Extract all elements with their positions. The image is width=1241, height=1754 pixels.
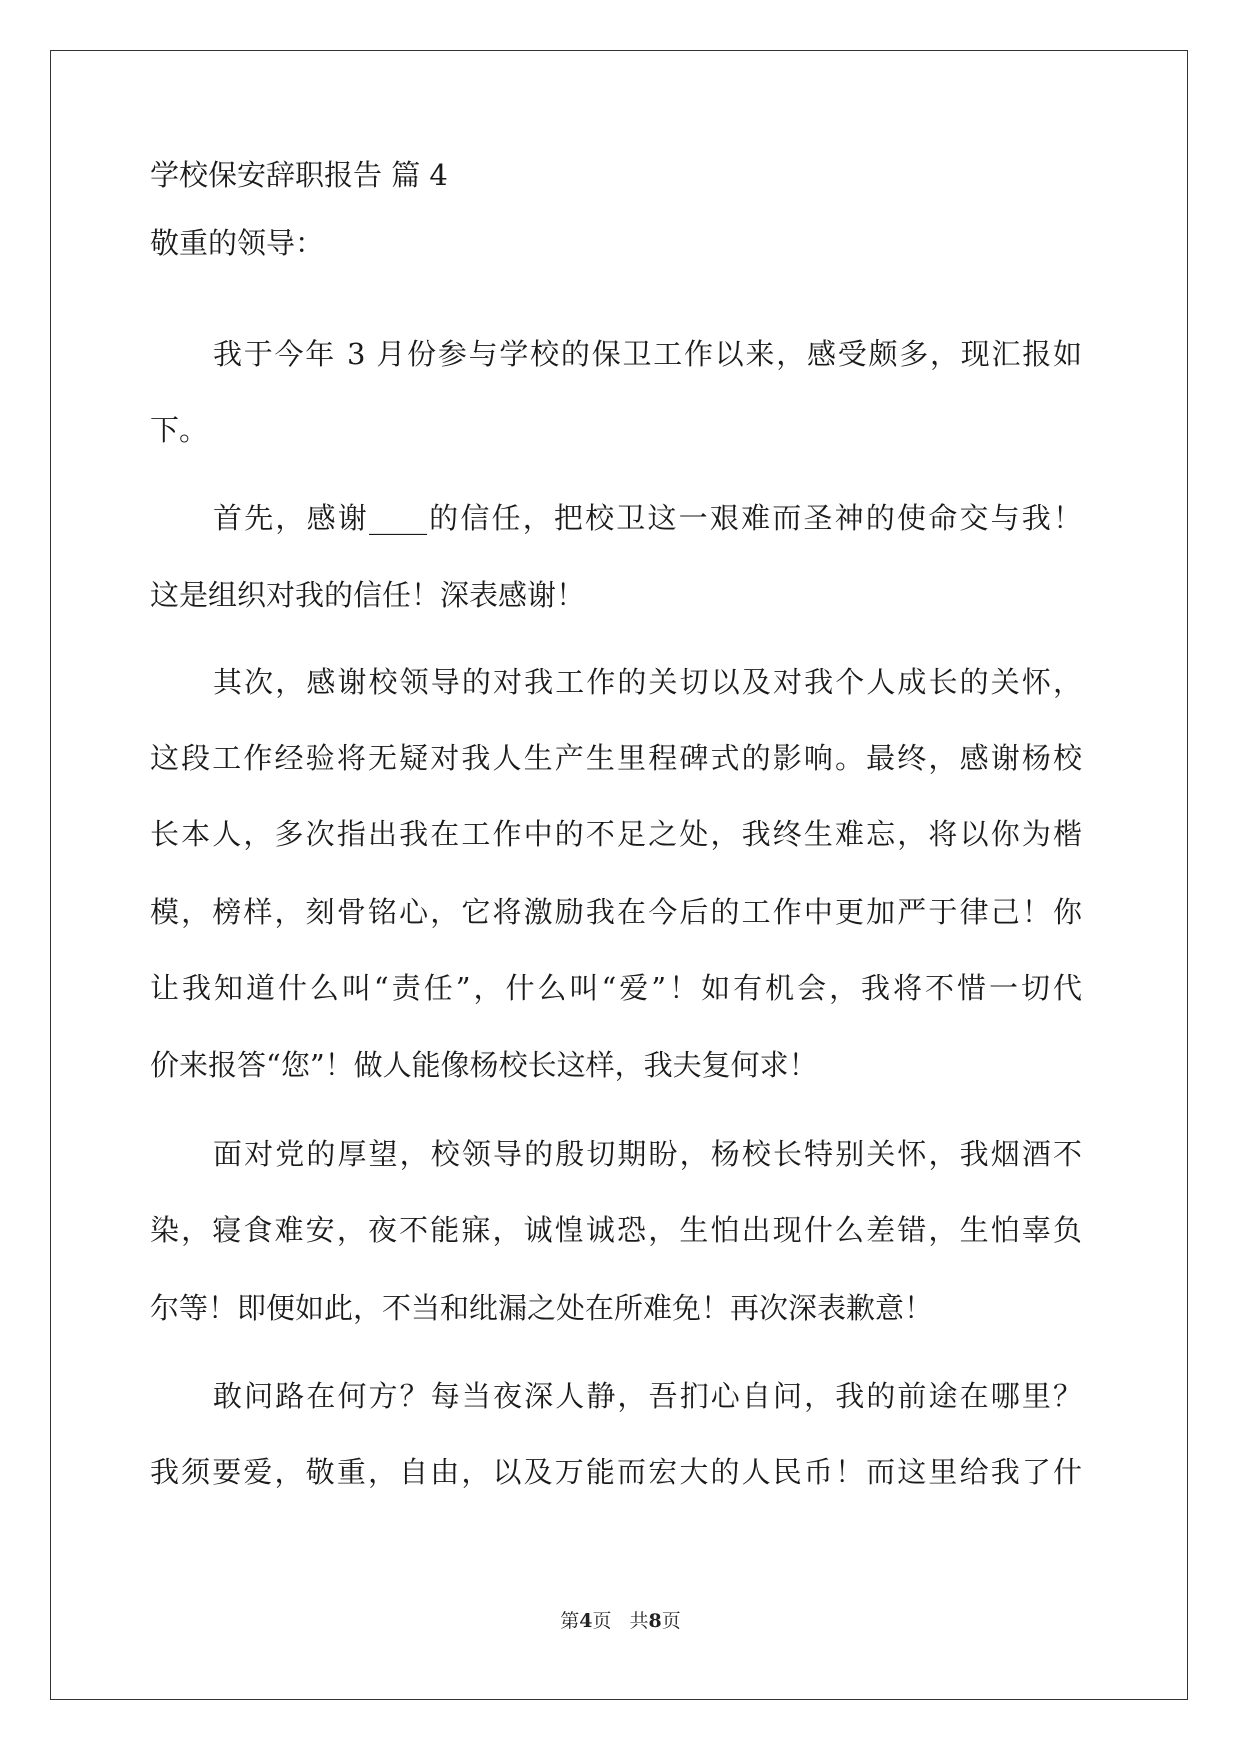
paragraph-3-line-6: 价来报答“您”！做人能像杨校长这样，我夫复何求！ <box>150 1048 818 1082</box>
total-suffix: 页 <box>661 1610 681 1632</box>
paragraph-3-line-4: 模，榜样，刻骨铭心，它将激励我在今后的工作中更加严于律己！你 <box>150 895 1082 929</box>
paragraph-2-line-1: 首先，感谢____的信任，把校卫这一艰难而圣神的使命交与我！ <box>213 501 1082 535</box>
paragraph-5-line-1: 敢问路在何方？每当夜深人静，吾扪心自问，我的前途在哪里？ <box>213 1379 1082 1413</box>
paragraph-4-line-3: 尔等！即便如此，不当和纰漏之处在所难免！再次深表歉意！ <box>150 1291 934 1325</box>
total-page-number: 8 <box>648 1610 662 1632</box>
paragraph-1-line-2: 下。 <box>150 413 209 447</box>
paragraph-4-line-2: 染，寝食难安，夜不能寐，诚惶诚恐，生怕出现什么差错，生怕辜负 <box>150 1213 1082 1247</box>
page-footer <box>0 1606 1241 1633</box>
salutation: 敬重的领导： <box>150 226 325 260</box>
page-suffix: 页 <box>592 1610 612 1632</box>
paragraph-1-line-1: 我于今年 3 月份参与学校的保卫工作以来，感受颇多，现汇报如 <box>213 337 1082 371</box>
paragraph-3-line-3: 长本人，多次指出我在工作中的不足之处，我终生难忘，将以你为楷 <box>150 817 1082 851</box>
document-title: 学校保安辞职报告 篇 4 <box>150 158 448 192</box>
paragraph-3-line-2: 这段工作经验将无疑对我人生产生里程碑式的影响。最终，感谢杨校 <box>150 741 1082 775</box>
paragraph-3-line-5: 让我知道什么叫“责任”，什么叫“爱”！如有机会，我将不惜一切代 <box>150 971 1082 1005</box>
total-prefix: 共 <box>629 1610 649 1632</box>
paragraph-5-line-2: 我须要爱，敬重，自由，以及万能而宏大的人民币！而这里给我了什 <box>150 1455 1082 1489</box>
paragraph-4-line-1: 面对党的厚望，校领导的殷切期盼，杨校长特别关怀，我烟酒不 <box>213 1137 1082 1171</box>
current-page-number: 4 <box>579 1610 593 1632</box>
paragraph-3-line-1: 其次，感谢校领导的对我工作的关切以及对我个人成长的关怀， <box>213 665 1082 699</box>
paragraph-2-line-2: 这是组织对我的信任！深表感谢！ <box>150 578 586 612</box>
page-prefix: 第 <box>560 1610 580 1632</box>
